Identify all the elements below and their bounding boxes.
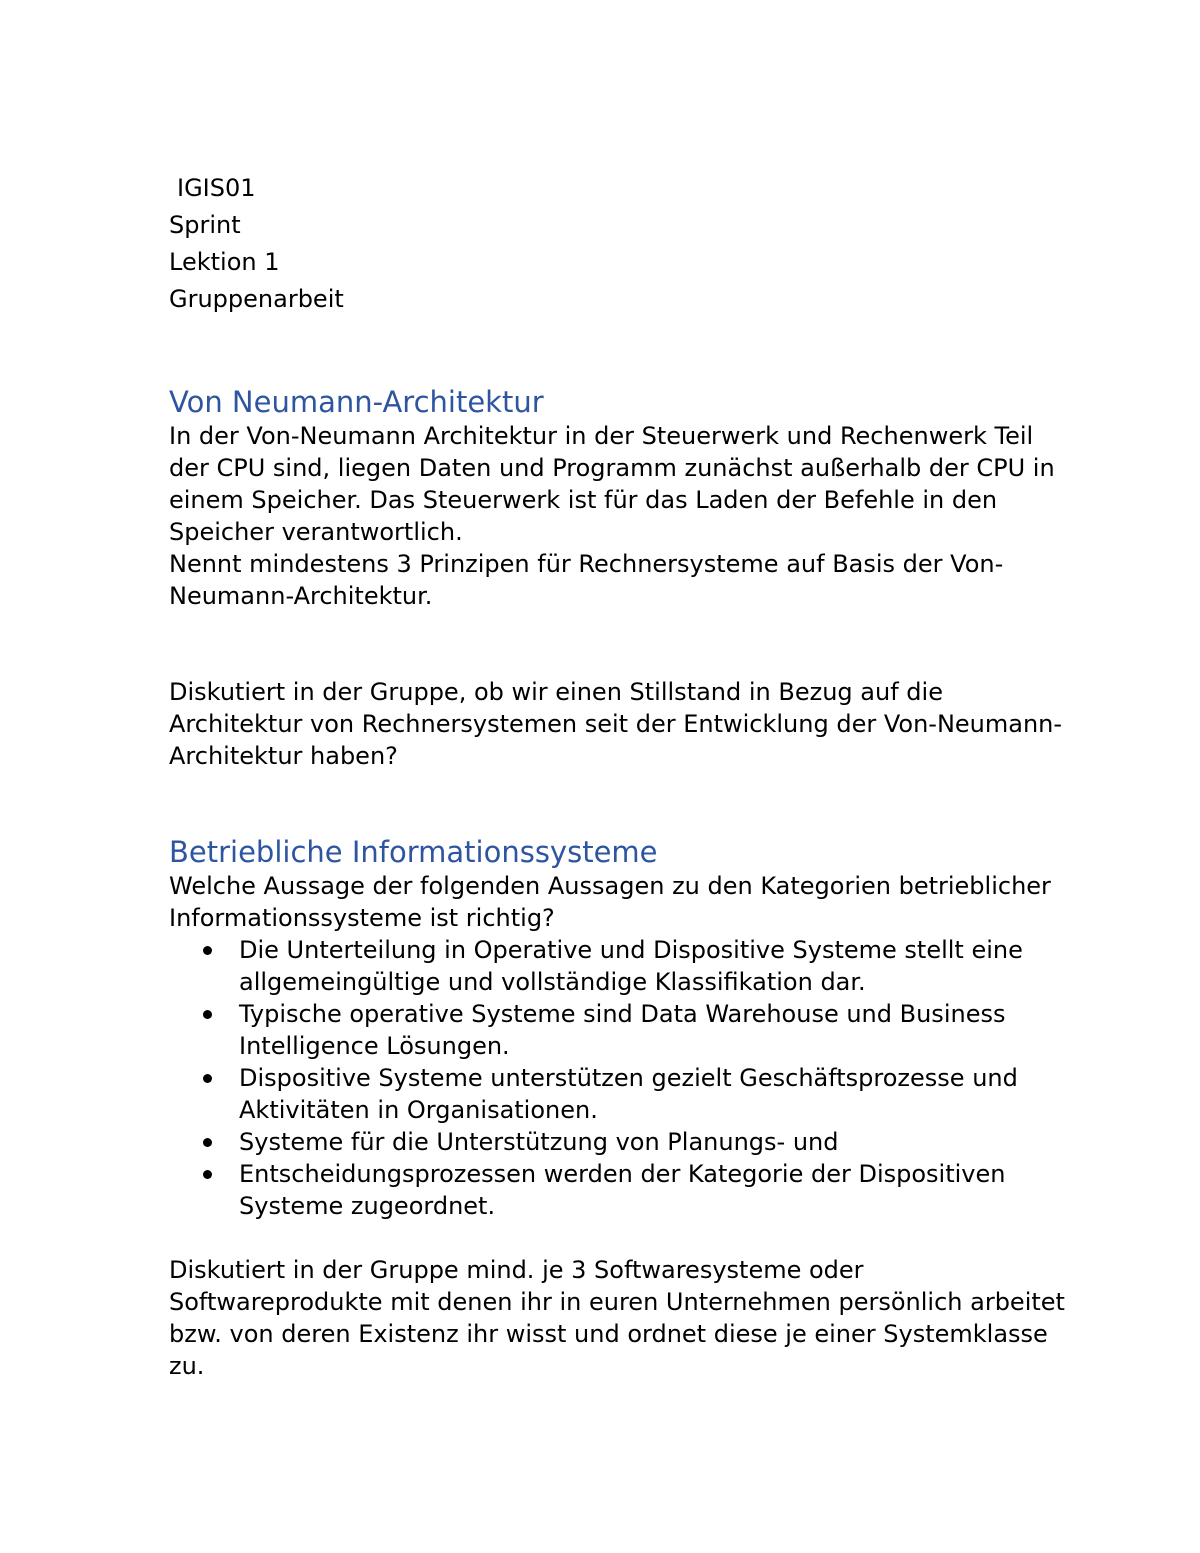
list-item	[239, 998, 1069, 1062]
lesson-label: Lektion 1	[169, 248, 280, 276]
bullet-icon	[203, 946, 212, 955]
list-item-text: Typische operative Systeme sind Data Warehouse und Business Intelligence Lösungen.	[239, 1000, 1006, 1060]
spacer	[169, 772, 1069, 834]
bullet-icon	[203, 1074, 212, 1083]
paragraph-principles-task: Nennt mindestens 3 Prinzipen für Rechnersysteme auf Basis der Von-Neumann-Architektur.	[169, 550, 1004, 610]
paragraph-discussion-standstill: Diskutiert in der Gruppe, ob wir einen Stillstand in Bezug auf die Architektur von Rechnersystemen seit der Entwicklung der Von-Neumann-Architektur haben?	[169, 678, 1063, 770]
list-item-text: Die Unterteilung in Operative und Dispositive Systeme stellt eine allgemeingültige und vollständige Klassifikation dar.	[239, 936, 1023, 996]
spacer	[169, 612, 1069, 676]
sprint-label: Sprint	[169, 211, 241, 239]
paragraph-question: Welche Aussage der folgenden Aussagen zu den Kategorien betrieblicher Informationssysteme ist richtig?	[169, 872, 1051, 932]
bullet-icon	[203, 1010, 212, 1019]
list-item	[239, 1158, 1069, 1222]
assignment-type: Gruppenarbeit	[169, 285, 344, 313]
section-von-neumann	[169, 384, 1069, 772]
document-header	[169, 170, 1069, 318]
bullet-icon	[203, 1170, 212, 1179]
answer-list	[169, 934, 1069, 1222]
list-item	[239, 934, 1069, 998]
spacer	[169, 318, 1069, 384]
spacer	[169, 1222, 1069, 1254]
section-heading-business-info-systems: Betriebliche Informationssysteme	[169, 835, 658, 869]
course-code: IGIS01	[177, 174, 256, 202]
section-business-info-systems	[169, 834, 1069, 1382]
paragraph-discussion-software: Diskutiert in der Gruppe mind. je 3 Softwaresysteme oder Softwareprodukte mit denen ihr in euren Unternehmen persönlich arbeitet bzw. von deren Existenz ihr wisst und ordnet diese je einer Systemklasse zu.	[169, 1256, 1065, 1380]
list-item	[239, 1126, 1069, 1158]
list-item	[239, 1062, 1069, 1126]
paragraph-architecture-intro: In der Von-Neumann Architektur in der Steuerwerk und Rechenwerk Teil der CPU sind, liegen Daten und Programm zunächst außerhalb der CPU in einem Speicher. Das Steuerwerk ist für das Laden der Befehle in den Speicher verantwortlich.	[169, 422, 1055, 546]
list-item-text: Systeme für die Unterstützung von Planungs- und	[239, 1128, 839, 1156]
section-heading-von-neumann: Von Neumann-Architektur	[169, 385, 544, 419]
list-item-text: Entscheidungsprozessen werden der Kategorie der Dispositiven Systeme zugeordnet.	[239, 1160, 1006, 1220]
document-page	[169, 170, 1069, 1382]
bullet-icon	[203, 1138, 212, 1147]
list-item-text: Dispositive Systeme unterstützen gezielt Geschäftsprozesse und Aktivitäten in Organisationen.	[239, 1064, 1018, 1124]
